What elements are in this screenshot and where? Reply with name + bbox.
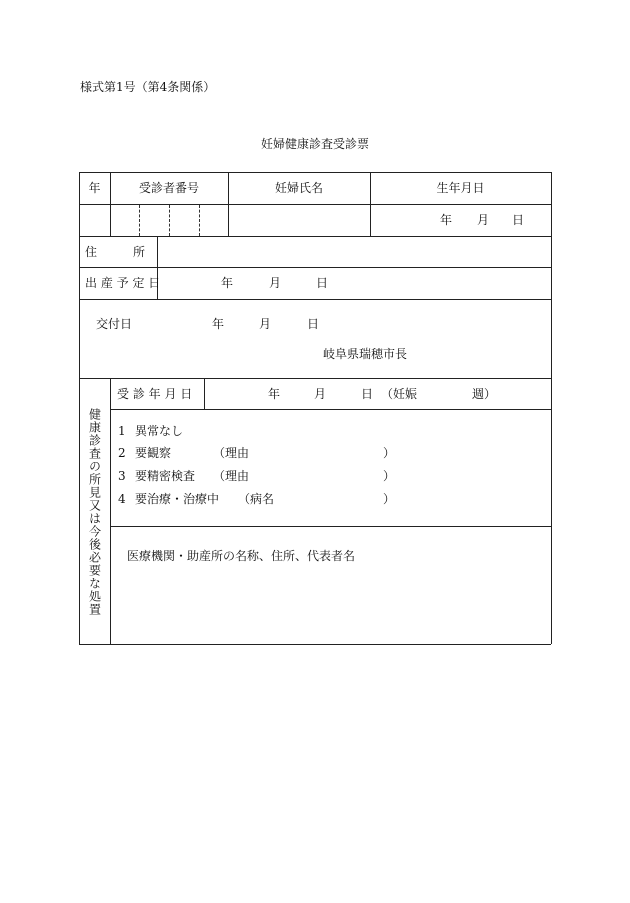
issue-date-label: 交付日 xyxy=(96,317,133,331)
option-reason-label: （理由 xyxy=(213,469,250,483)
due-date-label: 出 産 予 定 日 xyxy=(85,276,161,290)
examinee-number-field[interactable] xyxy=(111,205,228,236)
pregnant-name-header: 妊婦氏名 xyxy=(274,181,323,195)
due-month-label: 月 xyxy=(269,276,282,290)
address-label: 住 所 xyxy=(85,245,146,259)
findings-side-label: 健康診査の所見又は今後必要な処置 xyxy=(87,408,102,616)
issue-day-label: 日 xyxy=(307,317,320,331)
exam-year-label: 年 xyxy=(268,387,281,401)
exam-month-label: 月 xyxy=(314,387,327,401)
issuer-name: 岐阜県瑞穂市長 xyxy=(323,347,408,361)
examinee-number-header: 受診者番号 xyxy=(138,181,199,195)
institution-label: 医療機関・助産所の名称、住所、代表者名 xyxy=(127,549,356,563)
exam-week-label: 週） xyxy=(472,387,497,401)
pregnant-name-field[interactable] xyxy=(229,205,370,236)
birth-year-label: 年 xyxy=(440,213,453,227)
institution-field[interactable] xyxy=(111,565,551,643)
exam-day-label: 日 xyxy=(361,387,374,401)
option-label: 要観察 xyxy=(135,446,172,460)
form-title: 妊婦健康診査受診票 xyxy=(260,137,369,151)
issue-year-label: 年 xyxy=(212,317,225,331)
option-label: 要精密検査 xyxy=(135,469,196,483)
exam-date-field[interactable] xyxy=(205,379,551,409)
year-column-header: 年 xyxy=(88,181,101,195)
option-number: 4 xyxy=(118,492,126,506)
birthdate-header: 生年月日 xyxy=(436,181,485,195)
option-number: 1 xyxy=(118,424,126,438)
option-close-paren: ） xyxy=(383,469,396,483)
address-field[interactable] xyxy=(158,237,551,267)
issue-month-label: 月 xyxy=(259,317,272,331)
findings-side-label-cell xyxy=(79,380,110,644)
year-field[interactable] xyxy=(80,205,110,236)
option-close-paren: ） xyxy=(383,446,396,460)
birth-day-label: 日 xyxy=(512,213,525,227)
option-disease-label: （病名 xyxy=(238,492,275,506)
form-number: 様式第1号（第4条関係） xyxy=(80,80,216,94)
option-close-paren: ） xyxy=(383,492,396,506)
due-day-label: 日 xyxy=(316,276,329,290)
due-year-label: 年 xyxy=(221,276,234,290)
due-date-field[interactable] xyxy=(158,268,551,299)
exam-date-label: 受 診 年 月 日 xyxy=(117,387,193,401)
option-number: 2 xyxy=(118,446,126,460)
birth-month-label: 月 xyxy=(477,213,490,227)
option-reason-label: （理由 xyxy=(213,446,250,460)
option-number: 3 xyxy=(118,469,126,483)
exam-pregnancy-label: （妊娠 xyxy=(381,387,418,401)
option-label: 要治療・治療中 xyxy=(135,492,220,506)
option-label: 異常なし xyxy=(135,424,184,438)
